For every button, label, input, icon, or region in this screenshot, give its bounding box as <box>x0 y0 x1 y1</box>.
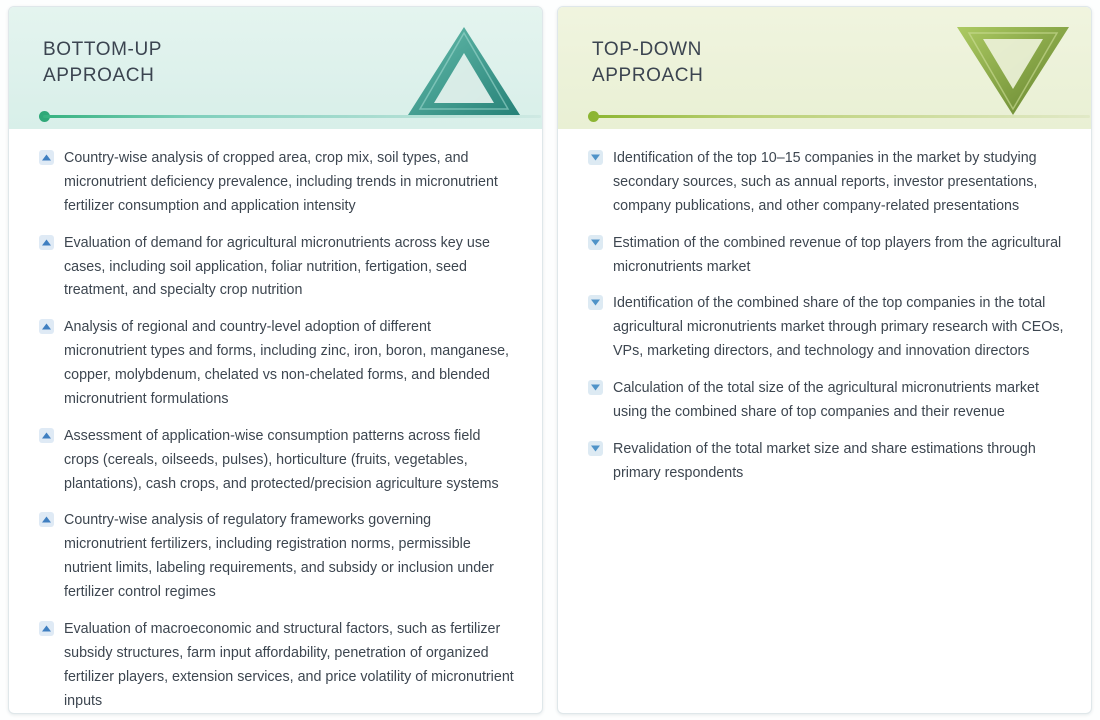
list-item-text: Revalidation of the total market size and share estimations through primary respondents <box>613 440 1036 481</box>
chevron-up-icon <box>39 512 54 527</box>
chevron-up-icon <box>39 428 54 443</box>
triangle-up-icon <box>404 23 524 119</box>
panel-title-bottom-up <box>43 37 162 88</box>
panel-title-line2: APPROACH <box>43 64 155 86</box>
list-item-text: Country-wise analysis of cropped area, crop mix, soil types, and micronutrient deficiency prevalence, including trends in micronutrient fertilizer consumption and application intensity <box>64 150 498 214</box>
panel-title-line1: BOTTOM-UP <box>43 39 163 60</box>
list-item <box>588 377 1065 425</box>
list-item <box>39 509 516 605</box>
list-item-text: Identification of the top 10–15 companies in the market by studying secondary sources, such as annual reports, investor presentations, company publications, and other company-related presentations <box>613 150 1038 214</box>
list-item <box>39 425 516 497</box>
list-item <box>39 316 516 412</box>
list-item-text: Analysis of regional and country-level adoption of different micronutrient types and forms, including zinc, iron, boron, manganese, copper, molybdenum, chelated vs non-chelated forms, and blended micronutrient formulations <box>64 319 510 407</box>
chevron-down-icon <box>588 441 603 456</box>
chevron-down-icon <box>588 380 603 395</box>
list-item-text: Estimation of the combined revenue of top players from the agricultural micronutrients market <box>613 234 1062 275</box>
list-item <box>588 147 1065 219</box>
list-bottom-up <box>9 129 542 714</box>
list-item <box>588 232 1065 280</box>
list-item-text: Evaluation of macroeconomic and structural factors, such as fertilizer subsidy structures, farm input affordability, penetration of organized fertilizer players, extension services, and price volatility of micronutrient inputs <box>64 620 514 709</box>
chevron-up-icon <box>39 621 54 636</box>
chevron-up-icon <box>39 235 54 250</box>
panel-title-top-down <box>592 37 703 88</box>
list-item <box>588 292 1065 364</box>
chevron-down-icon <box>588 235 603 250</box>
panel-title-line1: TOP-DOWN <box>592 39 702 60</box>
chevron-up-icon <box>39 319 54 334</box>
panel-bottom-up <box>8 6 543 714</box>
panel-title-line2: APPROACH <box>592 64 704 86</box>
list-item <box>39 232 516 304</box>
list-item-text: Country-wise analysis of regulatory frameworks governing micronutrient fertilizers, including registration norms, permissible nutrient limits, labeling requirements, and subsidy or inclusion under fertilizer control regimes <box>64 512 494 600</box>
list-top-down <box>558 129 1091 713</box>
chevron-down-icon <box>588 150 603 165</box>
list-item <box>39 147 516 219</box>
chevron-down-icon <box>588 295 603 310</box>
list-item-text: Assessment of application-wise consumption patterns across field crops (cereals, oilseeds, pulses), horticulture (fruits, vegetables, plantations), cash crops, and protected/precision agriculture systems <box>64 427 499 492</box>
triangle-down-icon <box>953 23 1073 119</box>
list-item <box>588 438 1065 486</box>
list-item-text: Evaluation of demand for agricultural micronutrients across key use cases, including soil application, foliar nutrition, fertigation, seed treatment, and specialty crop nutrition <box>64 234 490 299</box>
list-item-text: Identification of the combined share of the top companies in the total agricultural micronutrients market through primary research with CEOs, VPs, marketing directors, and technology and innovation directors <box>613 295 1064 360</box>
list-item-text: Calculation of the total size of the agricultural micronutrients market using the combined share of top companies and their revenue <box>613 380 1039 420</box>
list-item <box>39 618 516 714</box>
chevron-up-icon <box>39 150 54 165</box>
panel-top-down <box>557 6 1092 714</box>
panel-header-bottom-up <box>9 7 542 129</box>
panel-header-top-down <box>558 7 1091 129</box>
